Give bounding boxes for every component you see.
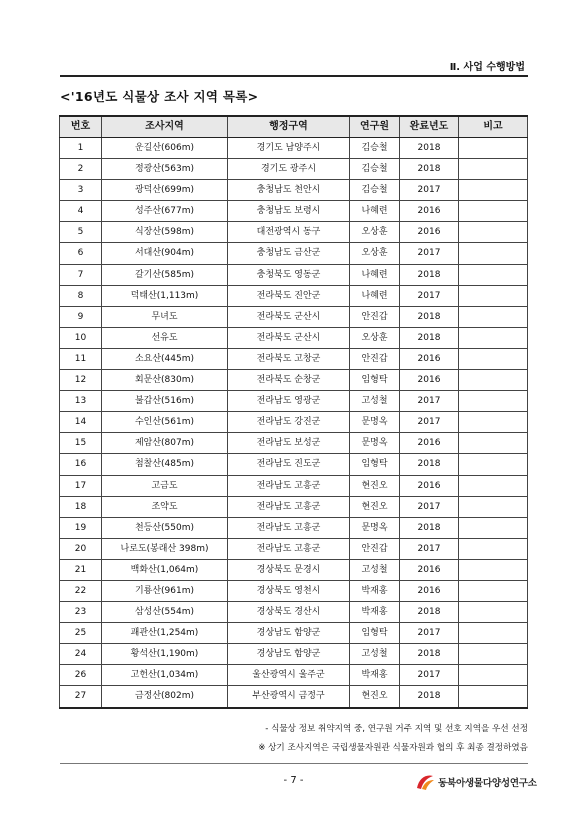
cell-admin-district: 전라북도 고창군	[228, 348, 350, 369]
footer-divider	[60, 763, 528, 764]
cell-remarks	[459, 391, 528, 412]
cell-researcher: 현진오	[350, 686, 400, 708]
cell-survey-area: 백화산(1,064m)	[102, 559, 228, 580]
cell-admin-district: 부산광역시 금정구	[228, 686, 350, 708]
cell-remarks	[459, 159, 528, 180]
cell-number: 12	[60, 370, 102, 391]
table-row	[60, 327, 528, 348]
cell-admin-district: 전라남도 영광군	[228, 391, 350, 412]
cell-number: 14	[60, 412, 102, 433]
cell-admin-district: 경상남도 함양군	[228, 644, 350, 665]
table-header-row	[60, 116, 528, 138]
table-row	[60, 623, 528, 644]
table-row	[60, 517, 528, 538]
table-row	[60, 686, 528, 708]
table-row	[60, 665, 528, 686]
cell-admin-district: 경기도 남양주시	[228, 138, 350, 159]
cell-completion-year: 2018	[400, 644, 459, 665]
cell-admin-district: 전라남도 고흥군	[228, 496, 350, 517]
cell-survey-area: 삼성산(554m)	[102, 602, 228, 623]
table-row	[60, 201, 528, 222]
cell-researcher: 임형탁	[350, 370, 400, 391]
cell-remarks	[459, 180, 528, 201]
cell-survey-area: 나로도(봉래산 398m)	[102, 538, 228, 559]
cell-completion-year: 2017	[400, 412, 459, 433]
cell-admin-district: 전라북도 군산시	[228, 306, 350, 327]
cell-number: 9	[60, 306, 102, 327]
cell-researcher: 김승철	[350, 159, 400, 180]
cell-completion-year: 2016	[400, 433, 459, 454]
cell-number: 2	[60, 159, 102, 180]
table-row	[60, 306, 528, 327]
cell-remarks	[459, 243, 528, 264]
cell-number: 7	[60, 264, 102, 285]
cell-survey-area: 고금도	[102, 475, 228, 496]
cell-completion-year: 2016	[400, 201, 459, 222]
cell-remarks	[459, 327, 528, 348]
cell-remarks	[459, 517, 528, 538]
cell-survey-area: 성주산(677m)	[102, 201, 228, 222]
cell-remarks	[459, 475, 528, 496]
table-row	[60, 475, 528, 496]
cell-admin-district: 전라남도 고흥군	[228, 517, 350, 538]
header-survey-area: 조사지역	[102, 116, 228, 138]
cell-remarks	[459, 644, 528, 665]
cell-completion-year: 2018	[400, 686, 459, 708]
cell-completion-year: 2018	[400, 517, 459, 538]
cell-number: 4	[60, 201, 102, 222]
table-row	[60, 559, 528, 580]
cell-number: 21	[60, 559, 102, 580]
cell-completion-year: 2017	[400, 285, 459, 306]
cell-completion-year: 2016	[400, 222, 459, 243]
cell-remarks	[459, 538, 528, 559]
org-logo-icon	[414, 772, 436, 792]
cell-researcher: 문명옥	[350, 433, 400, 454]
cell-number: 19	[60, 517, 102, 538]
header-divider	[60, 75, 528, 77]
cell-survey-area: 괘관산(1,254m)	[102, 623, 228, 644]
cell-researcher: 나혜련	[350, 285, 400, 306]
org-name: 동북아생물다양성연구소	[438, 778, 537, 789]
cell-remarks	[459, 201, 528, 222]
cell-admin-district: 경상북도 문경시	[228, 559, 350, 580]
cell-completion-year: 2016	[400, 559, 459, 580]
cell-researcher: 현진오	[350, 475, 400, 496]
cell-remarks	[459, 496, 528, 517]
cell-survey-area: 소요산(445m)	[102, 348, 228, 369]
cell-admin-district: 전라북도 진안군	[228, 285, 350, 306]
cell-remarks	[459, 348, 528, 369]
cell-survey-area: 서대산(904m)	[102, 243, 228, 264]
cell-survey-area: 정광산(563m)	[102, 159, 228, 180]
cell-survey-area: 선유도	[102, 327, 228, 348]
cell-number: 1	[60, 138, 102, 159]
cell-number: 13	[60, 391, 102, 412]
cell-remarks	[459, 222, 528, 243]
table-row	[60, 243, 528, 264]
header-researcher: 연구원	[350, 116, 400, 138]
cell-number: 8	[60, 285, 102, 306]
cell-researcher: 박재홍	[350, 602, 400, 623]
cell-researcher: 안진갑	[350, 538, 400, 559]
table-row	[60, 222, 528, 243]
cell-researcher: 나혜련	[350, 264, 400, 285]
cell-remarks	[459, 559, 528, 580]
cell-completion-year: 2018	[400, 454, 459, 475]
cell-survey-area: 고헌산(1,034m)	[102, 665, 228, 686]
cell-researcher: 박재홍	[350, 580, 400, 601]
cell-completion-year: 2018	[400, 159, 459, 180]
cell-completion-year: 2017	[400, 243, 459, 264]
table-body	[60, 138, 528, 708]
cell-remarks	[459, 665, 528, 686]
cell-researcher: 임형탁	[350, 454, 400, 475]
cell-admin-district: 전라남도 고흥군	[228, 538, 350, 559]
cell-admin-district: 전라북도 순창군	[228, 370, 350, 391]
table-row	[60, 159, 528, 180]
cell-researcher: 안진갑	[350, 306, 400, 327]
note-final-decision: ※ 상기 조사지역은 국립생물자원관 식물자원과 협의 후 최종 결정하였음	[258, 743, 528, 753]
table-row	[60, 348, 528, 369]
page-number: - 7 -	[283, 775, 304, 786]
cell-admin-district: 전라남도 진도군	[228, 454, 350, 475]
cell-admin-district: 전라남도 강진군	[228, 412, 350, 433]
cell-remarks	[459, 264, 528, 285]
cell-number: 17	[60, 475, 102, 496]
cell-admin-district: 경상북도 영천시	[228, 580, 350, 601]
cell-researcher: 안진갑	[350, 348, 400, 369]
cell-survey-area: 천등산(550m)	[102, 517, 228, 538]
survey-region-table	[59, 115, 528, 709]
table-row	[60, 496, 528, 517]
cell-completion-year: 2017	[400, 496, 459, 517]
cell-completion-year: 2018	[400, 138, 459, 159]
cell-survey-area: 금정산(802m)	[102, 686, 228, 708]
cell-remarks	[459, 370, 528, 391]
cell-survey-area: 불갑산(516m)	[102, 391, 228, 412]
cell-researcher: 박재홍	[350, 665, 400, 686]
cell-researcher: 나혜련	[350, 201, 400, 222]
cell-admin-district: 전라남도 보성군	[228, 433, 350, 454]
cell-number: 10	[60, 327, 102, 348]
cell-researcher: 오상훈	[350, 222, 400, 243]
cell-completion-year: 2017	[400, 180, 459, 201]
cell-researcher: 고성철	[350, 559, 400, 580]
cell-number: 24	[60, 644, 102, 665]
cell-researcher: 현진오	[350, 496, 400, 517]
cell-researcher: 오상훈	[350, 243, 400, 264]
cell-admin-district: 충청북도 영동군	[228, 264, 350, 285]
cell-completion-year: 2018	[400, 306, 459, 327]
cell-number: 22	[60, 580, 102, 601]
cell-completion-year: 2018	[400, 327, 459, 348]
cell-survey-area: 광덕산(699m)	[102, 180, 228, 201]
cell-completion-year: 2016	[400, 348, 459, 369]
cell-survey-area: 황석산(1,190m)	[102, 644, 228, 665]
cell-survey-area: 제암산(807m)	[102, 433, 228, 454]
cell-researcher: 문명옥	[350, 517, 400, 538]
cell-number: 25	[60, 623, 102, 644]
cell-researcher: 문명옥	[350, 412, 400, 433]
cell-remarks	[459, 686, 528, 708]
cell-survey-area: 첨찰산(485m)	[102, 454, 228, 475]
table-row	[60, 602, 528, 623]
cell-remarks	[459, 580, 528, 601]
cell-admin-district: 울산광역시 울주군	[228, 665, 350, 686]
cell-admin-district: 충청남도 천안시	[228, 180, 350, 201]
cell-admin-district: 충청남도 보령시	[228, 201, 350, 222]
table-row	[60, 285, 528, 306]
cell-researcher: 오상훈	[350, 327, 400, 348]
cell-completion-year: 2016	[400, 580, 459, 601]
header-admin-district: 행정구역	[228, 116, 350, 138]
cell-survey-area: 조약도	[102, 496, 228, 517]
table-row	[60, 454, 528, 475]
table-row	[60, 370, 528, 391]
cell-admin-district: 경상북도 경산시	[228, 602, 350, 623]
cell-remarks	[459, 138, 528, 159]
cell-remarks	[459, 412, 528, 433]
cell-researcher: 고성철	[350, 644, 400, 665]
table-row	[60, 580, 528, 601]
cell-remarks	[459, 602, 528, 623]
table-row	[60, 538, 528, 559]
header-completion-year: 완료년도	[400, 116, 459, 138]
cell-remarks	[459, 623, 528, 644]
table-row	[60, 412, 528, 433]
header-number: 번호	[60, 116, 102, 138]
table-row	[60, 264, 528, 285]
table-row	[60, 180, 528, 201]
cell-completion-year: 2018	[400, 602, 459, 623]
cell-researcher: 임형탁	[350, 623, 400, 644]
cell-number: 6	[60, 243, 102, 264]
cell-admin-district: 전라남도 고흥군	[228, 475, 350, 496]
cell-survey-area: 기룡산(961m)	[102, 580, 228, 601]
page-title: <'16년도 식물상 조사 지역 목록>	[60, 89, 259, 104]
cell-remarks	[459, 433, 528, 454]
cell-completion-year: 2016	[400, 370, 459, 391]
cell-number: 23	[60, 602, 102, 623]
cell-survey-area: 갈기산(585m)	[102, 264, 228, 285]
header-remarks: 비고	[459, 116, 528, 138]
org-logo	[414, 772, 537, 792]
cell-survey-area: 운길산(606m)	[102, 138, 228, 159]
cell-admin-district: 경상남도 함양군	[228, 623, 350, 644]
cell-researcher: 김승철	[350, 180, 400, 201]
cell-researcher: 고성철	[350, 391, 400, 412]
cell-survey-area: 덕태산(1,113m)	[102, 285, 228, 306]
cell-number: 3	[60, 180, 102, 201]
cell-number: 5	[60, 222, 102, 243]
cell-survey-area: 회문산(830m)	[102, 370, 228, 391]
cell-completion-year: 2017	[400, 623, 459, 644]
cell-completion-year: 2017	[400, 391, 459, 412]
cell-survey-area: 식장산(598m)	[102, 222, 228, 243]
cell-number: 15	[60, 433, 102, 454]
cell-admin-district: 대전광역시 동구	[228, 222, 350, 243]
cell-number: 27	[60, 686, 102, 708]
cell-completion-year: 2016	[400, 475, 459, 496]
table-row	[60, 433, 528, 454]
table-row	[60, 391, 528, 412]
cell-number: 18	[60, 496, 102, 517]
cell-completion-year: 2017	[400, 665, 459, 686]
cell-remarks	[459, 454, 528, 475]
cell-remarks	[459, 285, 528, 306]
section-header: Ⅱ. 사업 수행방법	[449, 62, 525, 73]
cell-admin-district: 충청남도 금산군	[228, 243, 350, 264]
cell-number: 20	[60, 538, 102, 559]
cell-completion-year: 2017	[400, 538, 459, 559]
cell-number: 26	[60, 665, 102, 686]
note-selection-criteria: - 식물상 정보 취약지역 중, 연구원 거주 지역 및 선호 지역을 우선 선정	[265, 724, 528, 734]
cell-remarks	[459, 306, 528, 327]
cell-admin-district: 경기도 광주시	[228, 159, 350, 180]
table-row	[60, 138, 528, 159]
cell-researcher: 김승철	[350, 138, 400, 159]
cell-number: 11	[60, 348, 102, 369]
cell-admin-district: 전라북도 군산시	[228, 327, 350, 348]
cell-completion-year: 2018	[400, 264, 459, 285]
cell-survey-area: 수인산(561m)	[102, 412, 228, 433]
cell-survey-area: 무녀도	[102, 306, 228, 327]
table-row	[60, 644, 528, 665]
cell-number: 16	[60, 454, 102, 475]
